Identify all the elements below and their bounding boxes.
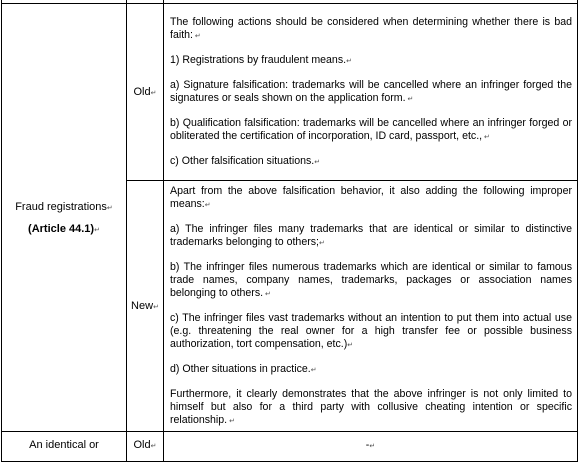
category-label: Fraud registrations↵ [15,200,113,213]
category-cell [2,4,127,432]
paragraph: Furthermore, it clearly demonstrates that the above infringer is not only limited to himself but also for a third party with collusive cheating intention or specific relationship. ↵ [170,387,572,426]
table-row [2,432,578,462]
version-cell-old: Old↵ [127,4,164,181]
comparison-table [1,0,578,462]
paragraph: The following actions should be considered when determining whether there is bad faith: ↵ [170,15,572,41]
paragraph: 1) Registrations by fraudulent means.↵ [170,53,352,66]
content-cell-old: -↵ [164,432,578,462]
paragraph: a) The infringer files many trademarks that are identical or similar to distinctive trademarks belonging to others;↵ [170,222,572,248]
table-row [2,4,578,181]
paragraph: a) Signature falsification: trademarks will be cancelled where an infringer forged the signatures or seals shown on the application form. ↵ [170,78,572,104]
paragraph: Apart from the above falsification behavior, it also adding the following improper means:↵ [170,184,572,210]
content-cell-old [164,4,578,181]
category-cell: An identical or [2,432,127,462]
paragraph: c) Other falsification situations.↵ [170,154,321,167]
paragraph: c) The infringer files vast trademarks without an intention to put them into actual use (e.g. threatening the real owner for a high transfer fee or possible business authorization, tort compensation, etc.)↵ [170,311,572,350]
article-reference: (Article 44.1)↵ [28,222,100,235]
paragraph: d) Other situations in practice.↵ [170,362,317,375]
paragraph: b) The infringer files numerous trademarks which are identical or similar to famous trade names, company names, trademarks, packages or association names belonging to others. ↵ [170,260,572,299]
version-cell-new: New↵ [127,181,164,432]
version-cell-old: Old↵ [127,432,164,462]
content-cell-new [164,181,578,432]
paragraph: b) Qualification falsification: trademarks will be cancelled where an infringer forged or obliterated the certification of incorporation, ID card, passport, etc., ↵ [170,116,572,142]
